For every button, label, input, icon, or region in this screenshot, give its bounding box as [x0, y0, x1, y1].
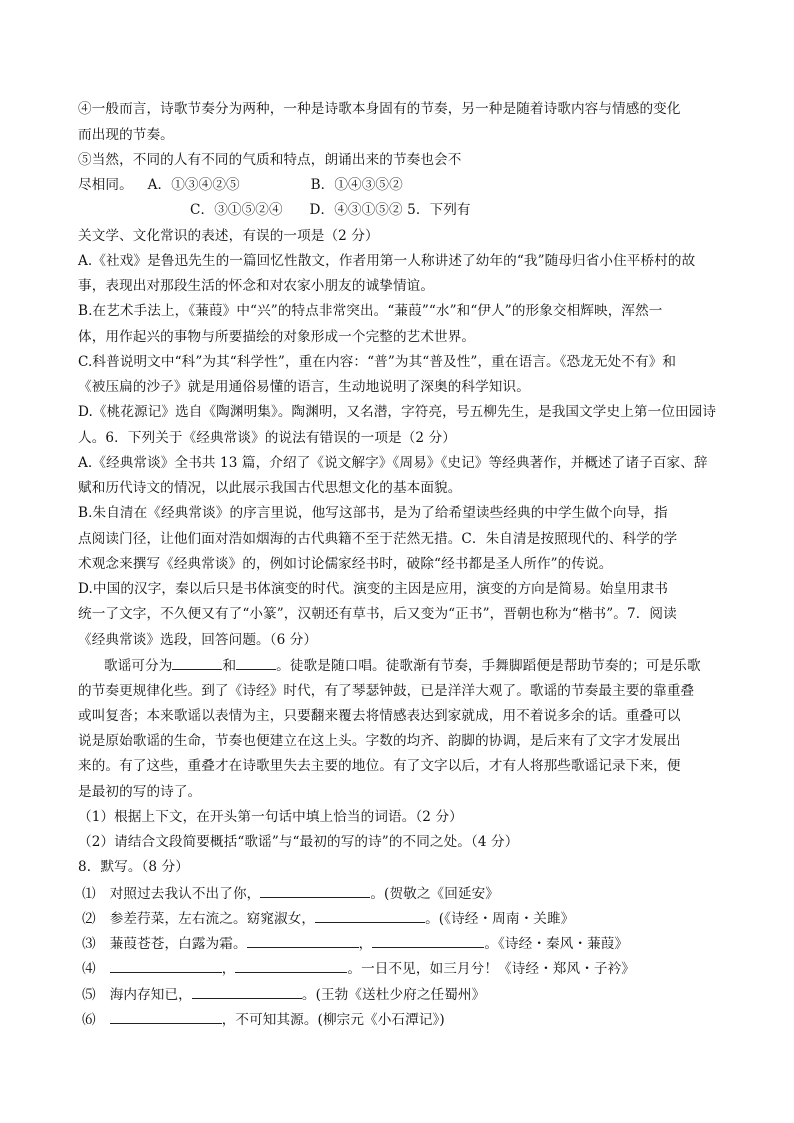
text-line: 人。6．下列关于《经典常谈》的说法有错误的一项是（2 分）	[78, 430, 456, 446]
text-line: A.《经典常谈》全书共 13 篇，介绍了《说文解字》《周易》《史记》等经典著作，并概述了诸子百家、辞	[78, 455, 708, 471]
dictation-item	[82, 1010, 445, 1029]
text-line: A.《社戏》是鲁迅先生的一篇回忆性散文，作者用第一人称讲述了幼年的“我”随母归省小住平桥村的故	[78, 253, 696, 269]
text-segment: ，	[358, 936, 373, 952]
text-segment: 。一日不见，如三月兮！《诗经・郑风・子衿》	[347, 961, 635, 977]
text-line: 尽相同。	[78, 177, 133, 193]
text-segment: ⑸	[82, 987, 96, 1003]
dictation-item	[82, 959, 635, 978]
text-line: 《被压扁的沙子》就是用通俗易懂的语言，生动地说明了深奥的科学知识。	[78, 379, 530, 395]
text-segment: ⑵	[82, 911, 96, 927]
text-line: 点阅读门径，让他们面对浩如烟海的古代典籍不至于茫然无措。C．朱自清是按照现代的、科学的学	[78, 531, 678, 547]
fill-blank[interactable]	[372, 934, 484, 948]
fill-blank[interactable]	[110, 959, 222, 973]
question-7-2: （2）请结合文段简要概括“歌谣”与“最初的写的诗”的不同之处。（4 分）	[78, 834, 519, 850]
text-segment: 。(王勃《送杜少府之任蜀州》	[301, 987, 486, 1003]
text-line: B.在艺术手法上，《蒹葭》中“兴”的特点非常突出。“蒹葭”“水”和“伊人”的形象交相辉映，浑然一	[78, 303, 663, 319]
text-line: D.《桃花源记》选自《陶渊明集》。陶渊明，又名潜，字符亮，号五柳先生，是我国文学史上第一位田园诗	[78, 404, 717, 420]
dictation-item	[82, 909, 574, 928]
passage-line: 说是原始歌谣的生命，节奏也便建立在这上头。字数的均齐、韵脚的协调，是后来有了文字才发展出	[78, 733, 681, 749]
dictation-item	[82, 884, 499, 903]
text-segment: ⑴	[82, 886, 96, 902]
text-line: 而出现的节奏。	[78, 127, 174, 143]
dictation-item	[82, 934, 628, 953]
text-line: C.科普说明文中“科”为其“科学性”，重在内容：“普”为其“普及性”，重在语言。《恐龙无处不有》和	[78, 354, 677, 370]
question-7-1: （1）根据上下文，在开头第一句话中填上恰当的词语。（2 分）	[78, 809, 463, 825]
fill-blank[interactable]	[192, 985, 302, 999]
dictation-item	[82, 985, 485, 1004]
text-line: 术观念来撰写《经典常谈》的，例如讨论儒家经书时，破除“经书都是圣人所作”的传说。	[78, 556, 613, 572]
text-line: ④一般而言，诗歌节奏分为两种，一种是诗歌本身固有的节奏，另一种是随着诗歌内容与情感的变化	[78, 101, 681, 117]
text-segment: ，	[221, 961, 236, 977]
text-line: 体，用作起兴的事物与所要描绘的对象形成一个完整的艺术世界。	[78, 329, 476, 345]
passage-first-line	[104, 656, 701, 675]
text-line: 赋和历代诗文的情况，以此展示我国古代思想文化的基本面貌。	[78, 480, 462, 496]
fill-blank[interactable]	[235, 959, 347, 973]
text-segment: 和	[222, 658, 237, 674]
text-segment: 歌谣可分为	[104, 658, 173, 674]
answer-line	[190, 201, 471, 219]
option-c: C．③①⑤②④	[190, 202, 283, 218]
fill-blank[interactable]	[315, 909, 425, 923]
text-segment: 蒹葭苍苍，白露为霜。	[109, 936, 247, 952]
fill-blank[interactable]	[236, 656, 276, 670]
text-segment: ⑹	[82, 1012, 96, 1028]
text-line: 《经典常谈》选段，回答问题。（6 分）	[78, 632, 318, 648]
text-line: ⑤当然，不同的人有不同的气质和特点，朗诵出来的节奏也会不	[78, 152, 462, 168]
option-a: A．①③④②⑤	[147, 177, 240, 193]
fill-blank[interactable]	[260, 884, 370, 898]
fill-blank[interactable]	[110, 1010, 222, 1024]
text-line: 关文学、文化常识的表述，有误的一项是（2 分）	[78, 228, 379, 244]
text-segment: ，不可知其源。(柳宗元《小石潭记》)	[221, 1012, 445, 1028]
text-line: B.朱自清在《经典常谈》的序言里说，他写这部书，是为了给希望读些经典的中学生做个向导，指	[78, 505, 668, 521]
passage-line: 的节奏更规律化些。到了《诗经》时代，有了琴瑟钟鼓，已是洋洋大观了。歌谣的节奏最主要的靠重叠	[78, 683, 695, 699]
fill-blank[interactable]	[172, 656, 222, 670]
text-segment: 。(贺敬之《回延安》	[370, 886, 499, 902]
text-segment: 参差荇菜，左右流之。窈窕淑女，	[109, 911, 316, 927]
passage-line: 来的。有了这些，重叠才在诗歌里失去主要的地位。有了文字以后，才有人将那些歌谣记录下来，便	[78, 758, 681, 774]
passage-line: 是最初的写的诗了。	[78, 784, 202, 800]
text-segment: 对照过去我认不出了你，	[109, 886, 261, 902]
answer-line	[78, 176, 403, 194]
text-segment: ⑷	[82, 961, 96, 977]
text-segment: ⑶	[82, 936, 96, 952]
text-line: 统一了文字，不久便又有了“小篆”，汉朝还有草书，后又变为“正书”，晋朝也称为“楷书”。7．阅读	[78, 606, 677, 622]
text-segment: 。(《诗经・周南・关雎》	[425, 911, 575, 927]
option-d: D．④③①⑤② 5．下列有	[309, 202, 471, 218]
text-line: 事，表现出对那段生活的怀念和对农家小朋友的诚挚情谊。	[78, 278, 435, 294]
passage-line: 或叫复沓；本来歌谣以表情为主，只要翻来覆去将情感表达到家就成，用不着说多余的话。重叠可以	[78, 708, 681, 724]
text-segment: 。徒歌是随口唱。徒歌渐有节奏，手舞脚蹈便是帮助节奏的；可是乐歌	[276, 658, 701, 674]
text-line: D.中国的汉字，秦以后只是书体演变的时代。演变的主因是应用，演变的方向是简易。始皇用隶书	[78, 581, 669, 597]
text-segment: 。《诗经・秦风・蒹葭》	[484, 936, 629, 952]
text-segment: 海内存知已，	[109, 987, 192, 1003]
fill-blank[interactable]	[247, 934, 359, 948]
option-b: B．①④③⑤②	[310, 177, 403, 193]
question-8-title: 8．默写。（8 分）	[78, 859, 189, 875]
